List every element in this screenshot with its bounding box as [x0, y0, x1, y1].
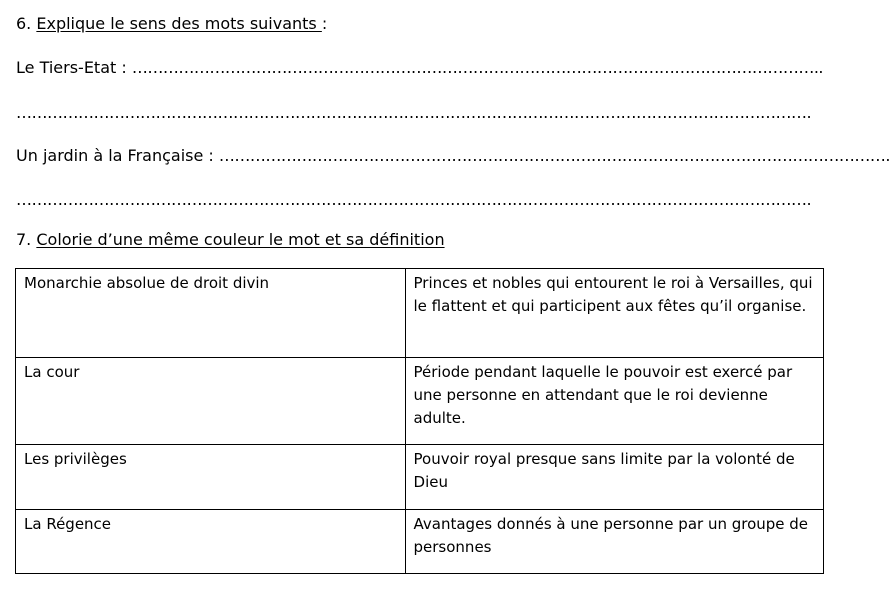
term-cell[interactable]: La cour — [16, 358, 406, 445]
question-6-title: Explique le sens des mots suivants — [36, 14, 322, 33]
answer-blank-tiers-etat-continued: ………………………………………………………………………………………………………………………………………. — [16, 103, 812, 122]
question-7-number: 7. — [16, 230, 37, 249]
table-row — [16, 445, 824, 510]
question-6-number: 6. — [16, 14, 37, 33]
table-row — [16, 358, 824, 445]
term-cell[interactable]: Les privilèges — [16, 445, 406, 510]
definition-line-jardin — [16, 146, 890, 166]
question-7-title: Colorie d’une même couleur le mot et sa définition — [36, 230, 445, 249]
term-cell[interactable]: Monarchie absolue de droit divin — [16, 269, 406, 358]
term-label-jardin: Un jardin à la Française : — [16, 146, 219, 165]
definition-cell[interactable]: Princes et nobles qui entourent le roi à Versailles, qui le flattent et qui participent aux fêtes qu’il organise. — [405, 269, 823, 358]
table-row — [16, 269, 824, 358]
question-6-heading — [16, 14, 327, 34]
question-7-heading — [16, 230, 445, 250]
definition-cell[interactable]: Période pendant laquelle le pouvoir est exercé par une personne en attendant que le roi devienne adulte. — [405, 358, 823, 445]
definition-line-tiers-etat — [16, 58, 824, 78]
answer-blank-jardin-continued: ………………………………………………………………………………………………………………………………………. — [16, 190, 812, 209]
matching-table — [15, 268, 824, 574]
term-label-tiers-etat: Le Tiers-Etat : — [16, 58, 132, 77]
table-row — [16, 510, 824, 574]
definition-cell[interactable]: Pouvoir royal presque sans limite par la volonté de Dieu — [405, 445, 823, 510]
question-6-colon: : — [321, 14, 328, 33]
term-cell[interactable]: La Régence — [16, 510, 406, 574]
definition-cell[interactable]: Avantages donnés à une personne par un groupe de personnes — [405, 510, 823, 574]
answer-blank-jardin: …………………………………………………………………………………………………………………. — [218, 146, 890, 165]
answer-blank-tiers-etat: …………………………………………………………………………………………………………………….. — [131, 58, 824, 77]
